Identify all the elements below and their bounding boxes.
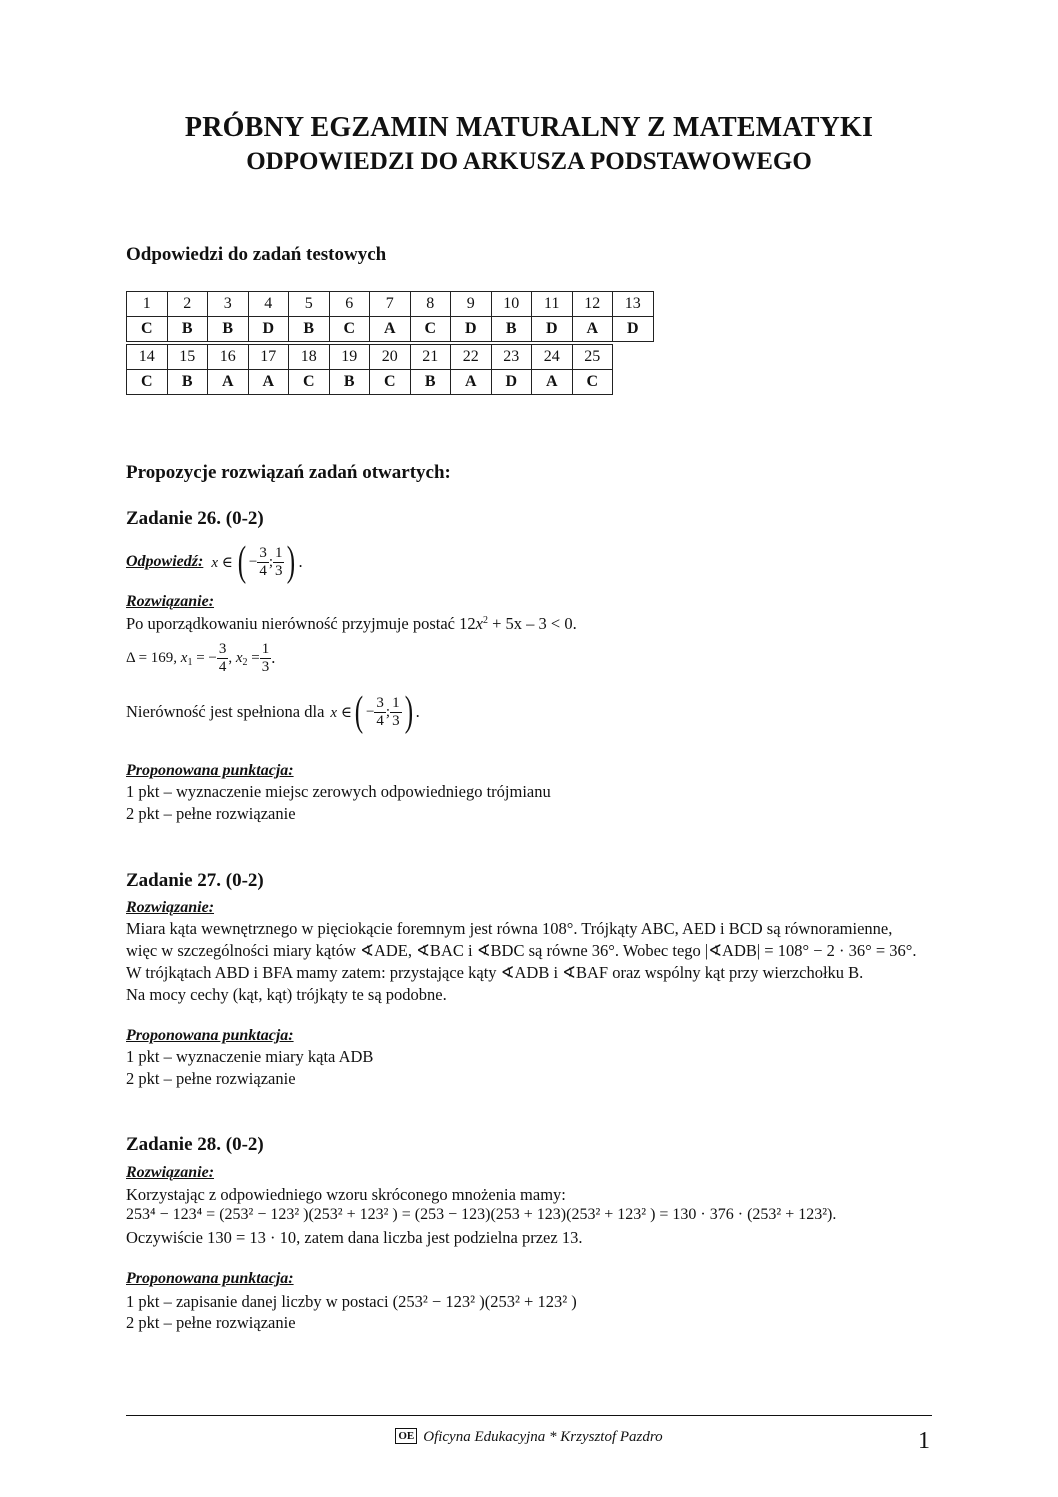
answer-cell: 7: [370, 292, 411, 317]
task-26-delta-line: Δ = 169, $x_1$ = − $\frac{3}{4}$ , $x_2$ = $\frac{1}{3}$ .: [126, 640, 276, 675]
answer-cell: D: [532, 317, 573, 342]
answer-cell: A: [370, 317, 411, 342]
task-26-solution-line-1: Po uporządkowaniu nierówność przyjmuje postać $12x^2 + 5x - 3 < 0$.: [126, 614, 577, 633]
answers-numbers-row: [127, 292, 654, 317]
answer-cell: C: [410, 317, 451, 342]
answer-cell: 24: [532, 345, 573, 370]
publisher-logo-icon: OE: [395, 1428, 417, 1444]
fraction: $\frac{1}{3}$: [261, 640, 270, 675]
answer-cell: 18: [289, 345, 330, 370]
task-27-points-label: Proponowana punktacja:: [126, 1027, 294, 1044]
task-27-point-1: 1 pkt – wyznaczenie miary kąta ADB: [126, 1047, 374, 1066]
answer-cell: 9: [451, 292, 492, 317]
x-in-symbol: x ∈: [211, 554, 233, 571]
page-subtitle: ODPOWIEDZI DO ARKUSZA PODSTAWOWEGO: [246, 148, 812, 175]
task-28-line-1: Korzystając z odpowiedniego wzoru skróconego mnożenia mamy:: [126, 1185, 566, 1204]
answer-cell: 11: [532, 292, 573, 317]
page-title: PRÓBNY EGZAMIN MATURALNY Z MATEMATYKI: [184, 112, 874, 143]
answer-cell: 8: [410, 292, 451, 317]
answer-cell: B: [208, 317, 249, 342]
answer-cell: 19: [329, 345, 370, 370]
answers-table-2: [126, 344, 613, 395]
answer-cell: C: [127, 370, 168, 395]
answer-cell: 4: [248, 292, 289, 317]
task-28-line-2: 253⁴ − 123⁴ = (253² − 123² )(253² + 123² ) = (253 − 123)(253 + 123)(253² + 123² ) = 130 · 376 · (253² + 123²).: [126, 1206, 837, 1223]
task-27-solution-text: Miara kąta wewnętrznego w pięciokącie foremnym jest równa 108°. Trójkąty ABC, AED i BCD są równoramienne, więc w szczególności miary kątów ∢ADE, ∢BAC i ∢BDC są równe 36°. Wobec tego |∢ADB| = 108° − 2 · 36° = 36°. W trójkątach ABD i BFA mamy zatem: przystające kąty ∢ADB i ∢BAF oraz wspólny kąt przy wierzchołku B. Na mocy cechy (kąt, kąt) trójkąty te są podobne.: [126, 919, 917, 1004]
answer-cell: D: [451, 317, 492, 342]
answer-cell: 20: [370, 345, 411, 370]
answer-cell: 1: [127, 292, 168, 317]
answer-cell: A: [208, 370, 249, 395]
fraction: $\frac{3}{4}$: [218, 640, 227, 675]
footer-publisher: Oficyna Edukacyjna * Krzysztof Pazdro: [423, 1429, 663, 1445]
answer-cell: 21: [410, 345, 451, 370]
task-28-point-2: 2 pkt – pełne rozwiązanie: [126, 1313, 296, 1332]
answer-cell: 15: [167, 345, 208, 370]
fraction: $\frac{1}{3}$: [392, 694, 400, 729]
task-28-heading: Zadanie 28. (0-2): [126, 1134, 264, 1155]
answer-cell: A: [451, 370, 492, 395]
answer-cell: B: [410, 370, 451, 395]
task-28-point-1: 1 pkt – zapisanie danej liczby w postaci (253² − 123² )(253² + 123² ): [126, 1292, 577, 1311]
task-27-heading: Zadanie 27. (0-2): [126, 870, 264, 891]
answer-cell: B: [491, 317, 532, 342]
open-tasks-heading: Propozycje rozwiązań zadań otwartych:: [126, 462, 451, 483]
task-26-point-2: 2 pkt – pełne rozwiązanie: [126, 804, 296, 823]
answer-cell: A: [572, 317, 613, 342]
fraction: $\frac{3}{4}$: [376, 694, 384, 729]
answers-numbers-row: [127, 345, 613, 370]
task-28-solution-label: Rozwiązanie:: [126, 1164, 215, 1181]
task-26-point-1: 1 pkt – wyznaczenie miejsc zerowych odpowiedniego trójmianu: [126, 782, 551, 801]
fraction: $\frac{3}{4}$: [259, 544, 267, 579]
task-27-point-2: 2 pkt – pełne rozwiązanie: [126, 1069, 296, 1088]
answer-cell: D: [613, 317, 654, 342]
answer-cell: 3: [208, 292, 249, 317]
answers-letters-row: [127, 317, 654, 342]
answer-cell: 16: [208, 345, 249, 370]
task-28-line-3: Oczywiście 130 = 13 · 10, zatem dana liczba jest podzielna przez 13.: [126, 1228, 583, 1247]
answer-cell: D: [491, 370, 532, 395]
page-number: 1: [918, 1428, 930, 1454]
answer-cell: C: [370, 370, 411, 395]
test-answers-heading: Odpowiedzi do zadań testowych: [126, 244, 387, 265]
fraction: $\frac{1}{3}$: [274, 544, 283, 579]
answer-cell: 25: [572, 345, 613, 370]
task-26-heading: Zadanie 26. (0-2): [126, 508, 264, 529]
task-26-answer: Odpowiedź: x ∈ ( − $\frac{3}{4}$ ; $\frac{1}{3}$ ) .: [126, 539, 303, 585]
answer-cell: D: [248, 317, 289, 342]
answer-cell: C: [572, 370, 613, 395]
answer-cell: 22: [451, 345, 492, 370]
answer-cell: B: [329, 370, 370, 395]
answers-letters-row: [127, 370, 613, 395]
answer-cell: B: [167, 317, 208, 342]
task-26-solution-label: Rozwiązanie:: [126, 593, 215, 610]
answer-cell: 12: [572, 292, 613, 317]
answer-cell: 17: [248, 345, 289, 370]
answer-cell: 13: [613, 292, 654, 317]
answer-cell: 23: [491, 345, 532, 370]
task-26-points-label: Proponowana punktacja:: [126, 762, 294, 779]
answer-cell: 14: [127, 345, 168, 370]
answers-table-1: [126, 291, 654, 342]
answer-cell: B: [289, 317, 330, 342]
answer-cell: A: [532, 370, 573, 395]
answer-label: Odpowiedź:: [126, 553, 204, 570]
task-26-solution-line-3: Nierówność jest spełniona dla x ∈ ( − $\frac{3}{4}$ ; $\frac{1}{3}$ ) .: [126, 689, 420, 735]
footer-divider: [126, 1415, 932, 1416]
task-28-points-label: Proponowana punktacja:: [126, 1270, 294, 1287]
answer-cell: B: [167, 370, 208, 395]
answer-cell: 10: [491, 292, 532, 317]
task-27-solution-label: Rozwiązanie:: [126, 899, 215, 916]
answer-cell: 6: [329, 292, 370, 317]
answer-cell: C: [127, 317, 168, 342]
answer-cell: C: [289, 370, 330, 395]
footer: [0, 1428, 1058, 1446]
answer-cell: C: [329, 317, 370, 342]
answer-cell: 2: [167, 292, 208, 317]
answer-cell: 5: [289, 292, 330, 317]
answer-cell: A: [248, 370, 289, 395]
